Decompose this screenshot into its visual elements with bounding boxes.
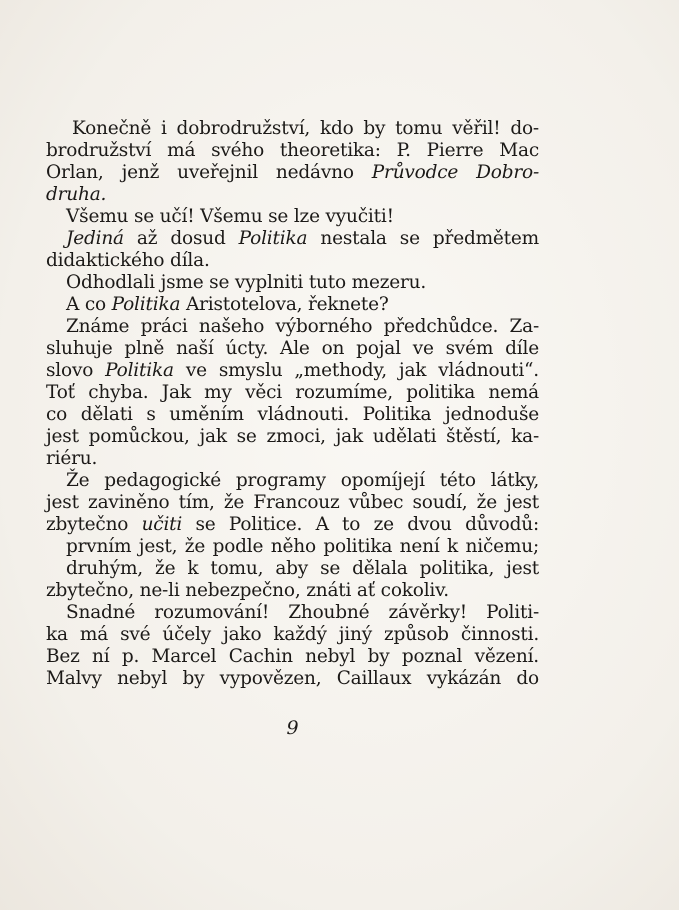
- text-run: Odhodlali jsme se vyplniti tuto mezeru.: [66, 272, 427, 293]
- text-line: [46, 338, 539, 360]
- text-line: [46, 536, 539, 558]
- text-line: [46, 558, 539, 580]
- text-run: didaktického díla.: [46, 250, 210, 271]
- text-run: nestala se předmětem: [307, 228, 539, 249]
- text-run: prvním jest, že podle něho politika není k ničemu;: [66, 536, 539, 557]
- text-run: Malvy nebyl by vypovězen, Caillaux vykázán do: [46, 668, 539, 689]
- text-line: [46, 646, 539, 668]
- italic-text: Jediná: [66, 228, 124, 249]
- text-line: [46, 668, 539, 690]
- text-line: [46, 514, 539, 536]
- text-run: Orlan, jenž uveřejnil nedávno: [46, 162, 372, 183]
- text-run: ka má své účely jako každý jiný způsob činnosti.: [46, 624, 539, 645]
- text-run: co dělati s uměním vládnouti. Politika jednoduše: [46, 404, 539, 425]
- italic-text: učiti: [141, 514, 183, 535]
- text-line: [46, 426, 539, 448]
- text-line: [46, 272, 539, 294]
- page-number: 9: [286, 717, 299, 739]
- text-line: [46, 404, 539, 426]
- text-run: Toť chyba. Jak my věci rozumíme, politika nemá: [46, 382, 539, 403]
- body-text: [46, 118, 539, 690]
- text-run: A co: [66, 294, 112, 315]
- text-run: Všemu se učí! Všemu se lze vyučiti!: [66, 206, 394, 227]
- text-line: [46, 624, 539, 646]
- text-run: ve smyslu „methody, jak vládnouti“.: [173, 360, 539, 381]
- italic-text: Politika: [111, 294, 181, 315]
- text-run: zbytečno: [46, 514, 142, 535]
- text-run: Konečně i dobrodružství, kdo by tomu věřil! do-: [72, 118, 539, 139]
- text-run: jest zaviněno tím, že Francouz vůbec soudí, že jest: [46, 492, 539, 513]
- text-run: Že pedagogické programy opomíjejí této látky,: [66, 470, 539, 491]
- text-line: [46, 448, 539, 470]
- text-run: druhým, že k tomu, aby se dělala politika, jest: [66, 558, 539, 579]
- text-run: sluhuje plně naší úcty. Ale on pojal ve svém díle: [46, 338, 539, 359]
- text-line: [46, 140, 539, 162]
- text-run: Bez ní p. Marcel Cachin nebyl by poznal vězení.: [46, 646, 539, 667]
- text-line: [46, 316, 539, 338]
- text-line: [46, 602, 539, 624]
- text-run: se Politice. A to ze dvou důvodů:: [182, 514, 540, 535]
- text-line: [46, 492, 539, 514]
- italic-text: Průvodce Dobro-: [371, 162, 540, 183]
- text-run: Snadné rozumování! Zhoubné závěrky! Politi-: [66, 602, 539, 623]
- text-line: [46, 118, 539, 140]
- text-line: [46, 360, 539, 382]
- text-line: [46, 580, 539, 602]
- text-line: [46, 228, 539, 250]
- text-line: [46, 382, 539, 404]
- text-run: zbytečno, ne-li nebezpečno, znáti ať cokoliv.: [46, 580, 449, 601]
- italic-text: Politika: [238, 228, 308, 249]
- text-run: až dosud: [123, 228, 239, 249]
- text-run: brodružství má svého theoretika: P. Pierre Mac: [46, 140, 539, 161]
- text-run: Aristotelova, řeknete?: [180, 294, 389, 315]
- text-line: [46, 206, 539, 228]
- italic-text: druha.: [46, 184, 107, 205]
- text-run: jest pomůckou, jak se zmoci, jak udělati štěstí, ka-: [46, 426, 539, 447]
- text-line: [46, 162, 539, 184]
- text-run: riéru.: [46, 448, 98, 469]
- text-run: slovo: [46, 360, 106, 381]
- italic-text: Politika: [105, 360, 174, 381]
- text-line: [46, 294, 539, 316]
- text-run: Známe práci našeho výborného předchůdce. Za-: [66, 316, 539, 337]
- text-line: [46, 470, 539, 492]
- text-line: [46, 250, 539, 272]
- text-line: [46, 184, 539, 206]
